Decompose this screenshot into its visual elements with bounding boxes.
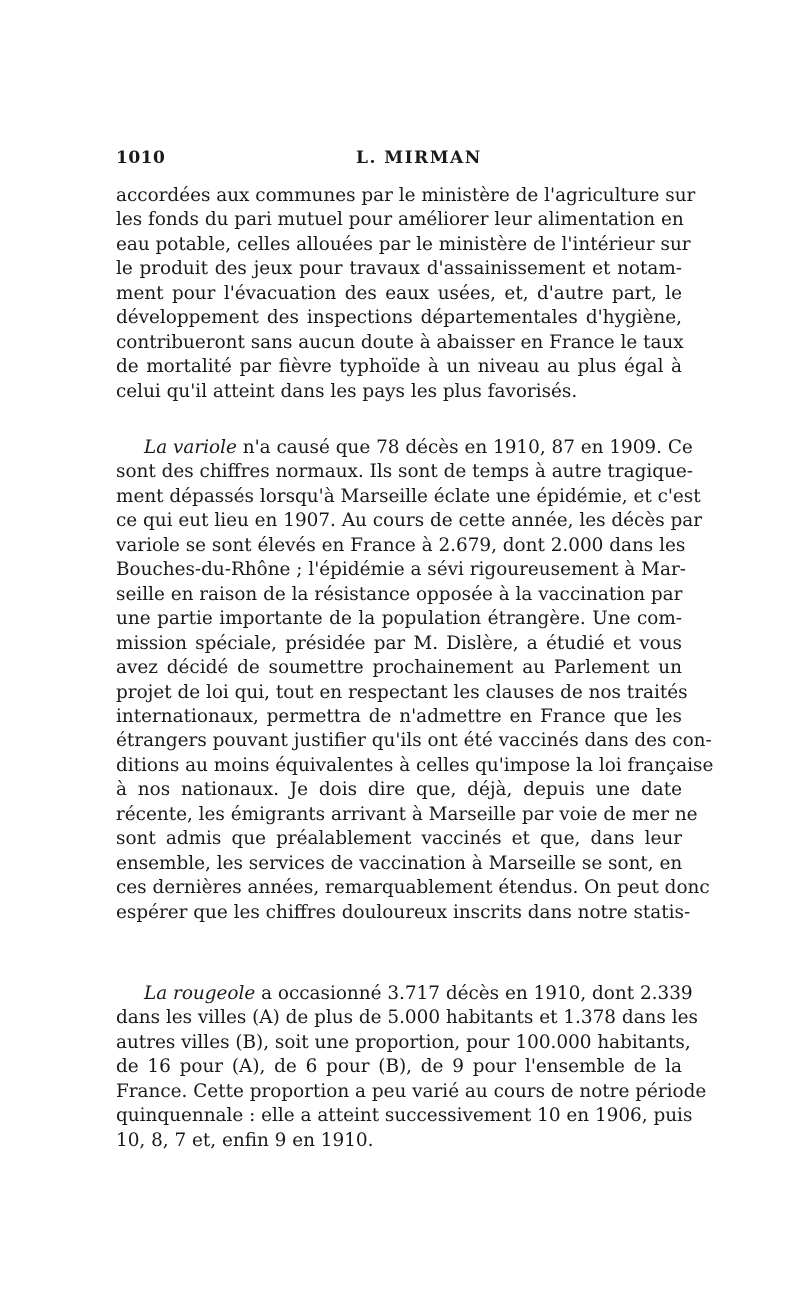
paragraph-line: de mortalité par fièvre typhoïde à un niveau au plus égal à	[116, 356, 682, 378]
paragraph-line: récente, les émigrants arrivant à Marseille par voie de mer ne	[116, 803, 698, 825]
paragraph-line: quinquennale : elle a atteint successivement 10 en 1906, puis	[116, 1105, 693, 1127]
paragraph-line: étrangers pouvant justifier qu'ils ont été vaccinés dans des con-	[116, 730, 712, 752]
paragraph-line: les fonds du pari mutuel pour améliorer leur alimentation en	[116, 209, 684, 231]
paragraph-line: variole se sont élevés en France à 2.679, dont 2.000 dans les	[116, 534, 686, 556]
page-number: 1010	[116, 148, 166, 168]
running-head	[116, 148, 676, 174]
paragraph-line: sont admis que préalablement vaccinés et que, dans leur	[116, 828, 682, 850]
paragraph-line: mission spéciale, présidée par M. Dislère, a étudié et vous	[116, 632, 682, 654]
paragraph-line: le produit des jeux pour travaux d'assainissement et notam-	[116, 258, 682, 280]
paragraph-line: avez décidé de soumettre prochainement au Parlement un	[116, 657, 682, 679]
paragraph-line: ditions au moins équivalentes à celles qu'impose la loi française	[116, 754, 714, 776]
paragraph-line: Bouches-du-Rhône ; l'épidémie a sévi rigoureusement à Mar-	[116, 559, 686, 581]
paragraph-line: espérer que les chiffres douloureux inscrits dans notre statis-	[116, 901, 691, 923]
paragraph-line: internationaux, permettra de n'admettre en France que les	[116, 705, 682, 727]
paragraph-line: eau potable, celles allouées par le ministère de l'intérieur sur	[116, 233, 691, 255]
paragraph-rougeole	[116, 982, 707, 1153]
paragraph-lead-line	[116, 982, 693, 1006]
paragraph-line: dans les villes (A) de plus de 5.000 habitants et 1.378 dans les	[116, 1007, 698, 1029]
paragraph-line: à nos nationaux. Je dois dire que, déjà, depuis une date	[116, 779, 682, 801]
paragraph-line: autres villes (B), soit une proportion, pour 100.000 habitants,	[116, 1031, 691, 1053]
paragraph-line: ment pour l'évacuation des eaux usées, et, d'autre part, le	[116, 282, 682, 304]
paragraph-lead-line	[116, 436, 693, 460]
paragraph-variole	[116, 436, 714, 925]
paragraph-1	[116, 184, 696, 404]
paragraph-line: France. Cette proportion a peu varié au cours de notre période	[116, 1080, 707, 1102]
paragraph-line: ce qui eut lieu en 1907. Au cours de cette année, les décès par	[116, 510, 703, 532]
paragraph-line: développement des inspections départementales d'hygiène,	[116, 307, 682, 329]
lead-italic-term: La variole	[144, 437, 237, 458]
lead-italic-term: La rougeole	[144, 983, 256, 1004]
paragraph-line: celui qu'il atteint dans les pays les plus favorisés.	[116, 380, 578, 402]
paragraph-line: accordées aux communes par le ministère de l'agriculture sur	[116, 185, 696, 206]
paragraph-line: ensemble, les services de vaccination à Marseille se sont, en	[116, 852, 683, 874]
paragraph-line: contribueront sans aucun doute à abaisser en France le taux	[116, 331, 684, 353]
lead-line-rest: n'a causé que 78 décès en 1910, 87 en 1909. Ce	[236, 437, 693, 458]
paragraph-line: de 16 pour (A), de 6 pour (B), de 9 pour l'ensemble de la	[116, 1056, 682, 1078]
paragraph-line: projet de loi qui, tout en respectant les clauses de nos traités	[116, 681, 688, 703]
paragraph-line: sont des chiffres normaux. Ils sont de temps à autre tragique-	[116, 461, 693, 483]
lead-line-rest: a occasionné 3.717 décès en 1910, dont 2.339	[255, 983, 693, 1004]
paragraph-line: ment dépassés lorsqu'à Marseille éclate une épidémie, et c'est	[116, 485, 701, 507]
paragraph-line: ces dernières années, remarquablement étendus. On peut donc	[116, 877, 710, 899]
paragraph-line: une partie importante de la population étrangère. Une com-	[116, 608, 682, 630]
paragraph-line: 10, 8, 7 et, enfin 9 en 1910.	[116, 1129, 374, 1151]
running-title: L. MIRMAN	[356, 148, 482, 168]
paragraph-line: seille en raison de la résistance opposée à la vaccination par	[116, 583, 683, 605]
